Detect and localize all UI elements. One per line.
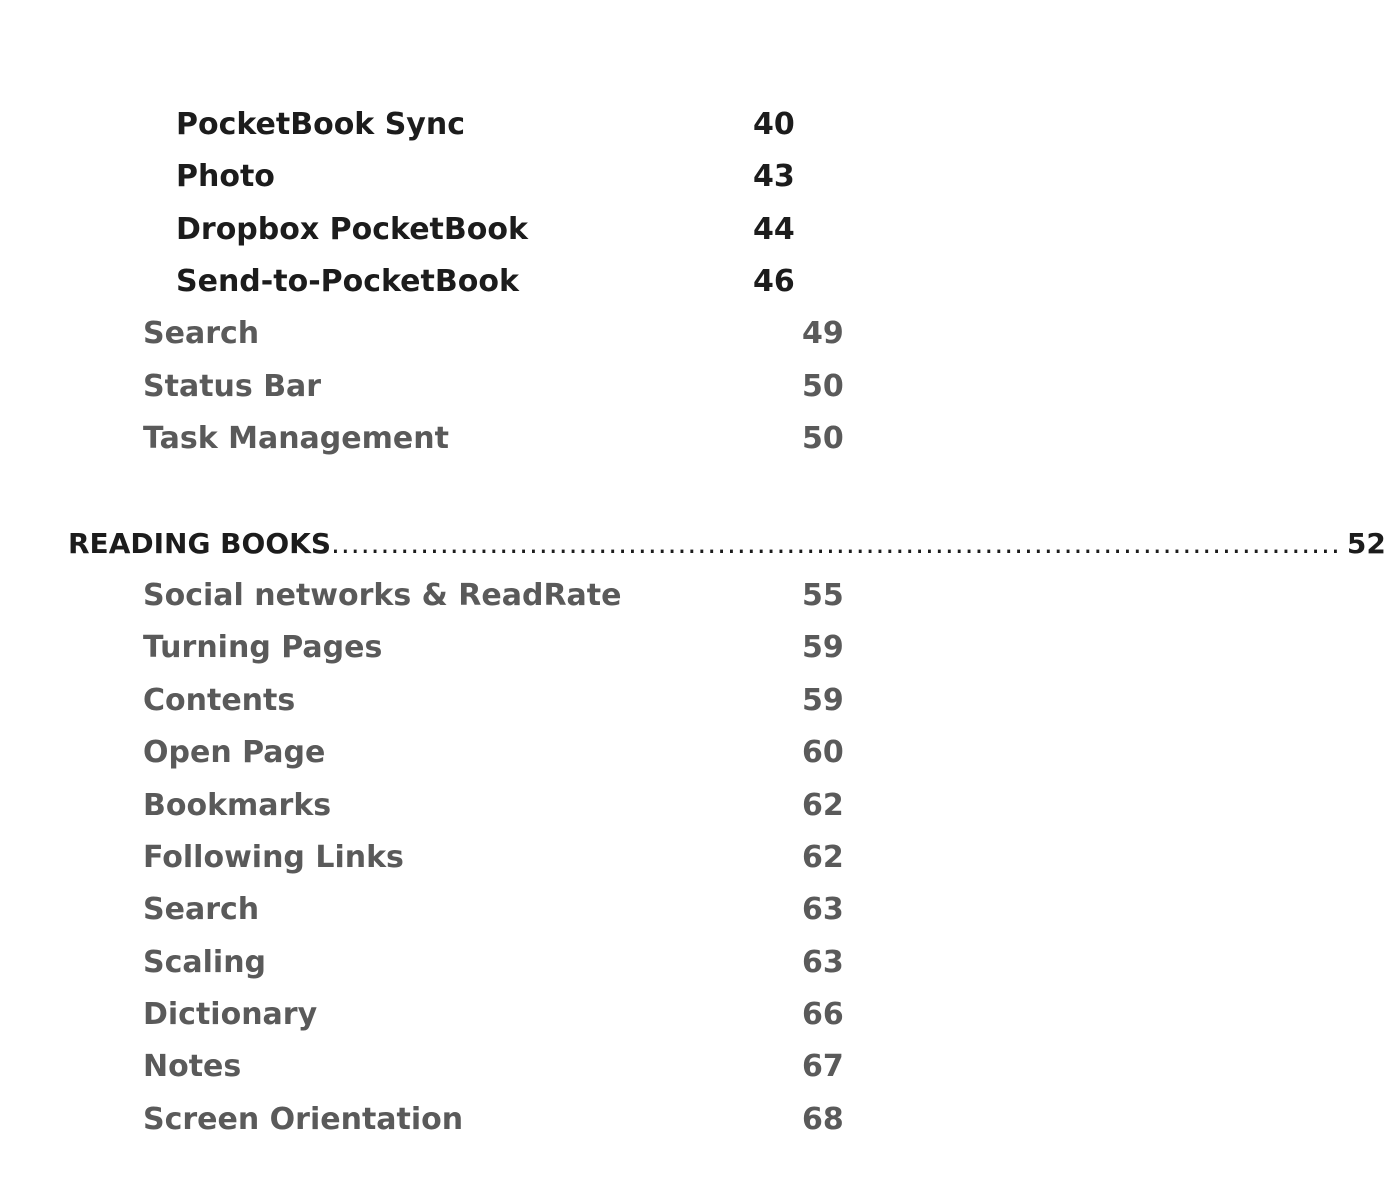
toc-entry-page: 62 <box>802 788 844 823</box>
toc-entry-page: 63 <box>802 945 844 980</box>
dot-leader: ...................................................................................................... <box>331 527 1341 560</box>
toc-entry-page: 50 <box>802 369 844 404</box>
toc-entry-page: 50 <box>802 421 844 456</box>
toc-entry-page: 66 <box>802 997 844 1032</box>
toc-entry-dictionary[interactable] <box>143 995 843 1035</box>
toc-entry-open-page[interactable] <box>143 733 843 773</box>
toc-entry-photo[interactable] <box>176 157 796 197</box>
toc-entry-turning-pages[interactable] <box>143 628 843 668</box>
toc-entry-task-management[interactable] <box>143 419 843 459</box>
toc-entry-page: 59 <box>802 630 844 665</box>
toc-entry-label: Screen Orientation <box>143 1102 464 1137</box>
toc-entry-page: 44 <box>753 212 795 247</box>
toc-entry-label: Turning Pages <box>143 630 383 665</box>
toc-entry-page: 63 <box>802 892 844 927</box>
toc-entry-social-networks[interactable] <box>143 576 843 616</box>
toc-entry-page: 40 <box>753 107 795 142</box>
toc-entry-label: Send-to-PocketBook <box>176 264 519 299</box>
toc-entry-following-links[interactable] <box>143 838 843 878</box>
toc-entry-search-2[interactable] <box>143 890 843 930</box>
toc-entry-notes[interactable] <box>143 1047 843 1087</box>
toc-entry-page: 55 <box>802 578 844 613</box>
toc-entry-page: 60 <box>802 735 844 770</box>
toc-entry-bookmarks[interactable] <box>143 786 843 826</box>
toc-entry-page: 62 <box>802 840 844 875</box>
toc-entry-page: 59 <box>802 683 844 718</box>
toc-chapter-page: 52 <box>1346 527 1386 560</box>
toc-entry-label: Bookmarks <box>143 788 332 823</box>
toc-entry-search[interactable] <box>143 314 843 354</box>
toc-entry-label: Social networks & ReadRate <box>143 578 622 613</box>
toc-entry-page: 68 <box>802 1102 844 1137</box>
toc-entry-label: Dictionary <box>143 997 318 1032</box>
toc-chapter-label: READING BOOKS <box>68 527 331 560</box>
toc-entry-label: Notes <box>143 1049 242 1084</box>
toc-entry-label: Photo <box>176 159 275 194</box>
toc-entry-label: Following Links <box>143 840 404 875</box>
toc-entry-send-to-pocketbook[interactable] <box>176 262 796 302</box>
toc-entry-label: Task Management <box>143 421 449 456</box>
toc-entry-page: 43 <box>753 159 795 194</box>
toc-entry-pocketbook-sync[interactable] <box>176 105 796 145</box>
toc-entry-screen-orientation[interactable] <box>143 1100 843 1140</box>
toc-entry-scaling[interactable] <box>143 943 843 983</box>
toc-entry-label: PocketBook Sync <box>176 107 465 142</box>
toc-entry-label: Search <box>143 892 260 927</box>
toc-entry-page: 49 <box>802 316 844 351</box>
toc-entry-label: Open Page <box>143 735 326 770</box>
toc-entry-label: Contents <box>143 683 296 718</box>
toc-entry-page: 46 <box>753 264 795 299</box>
toc-entry-label: Dropbox PocketBook <box>176 212 528 247</box>
toc-entry-label: Scaling <box>143 945 267 980</box>
toc-entry-dropbox-pocketbook[interactable] <box>176 210 796 250</box>
toc-entry-label: Search <box>143 316 260 351</box>
toc-entry-page: 67 <box>802 1049 844 1084</box>
toc-chapter-reading-books[interactable] <box>68 524 1386 564</box>
toc-entry-contents[interactable] <box>143 681 843 721</box>
toc-entry-label: Status Bar <box>143 369 322 404</box>
toc-entry-status-bar[interactable] <box>143 367 843 407</box>
